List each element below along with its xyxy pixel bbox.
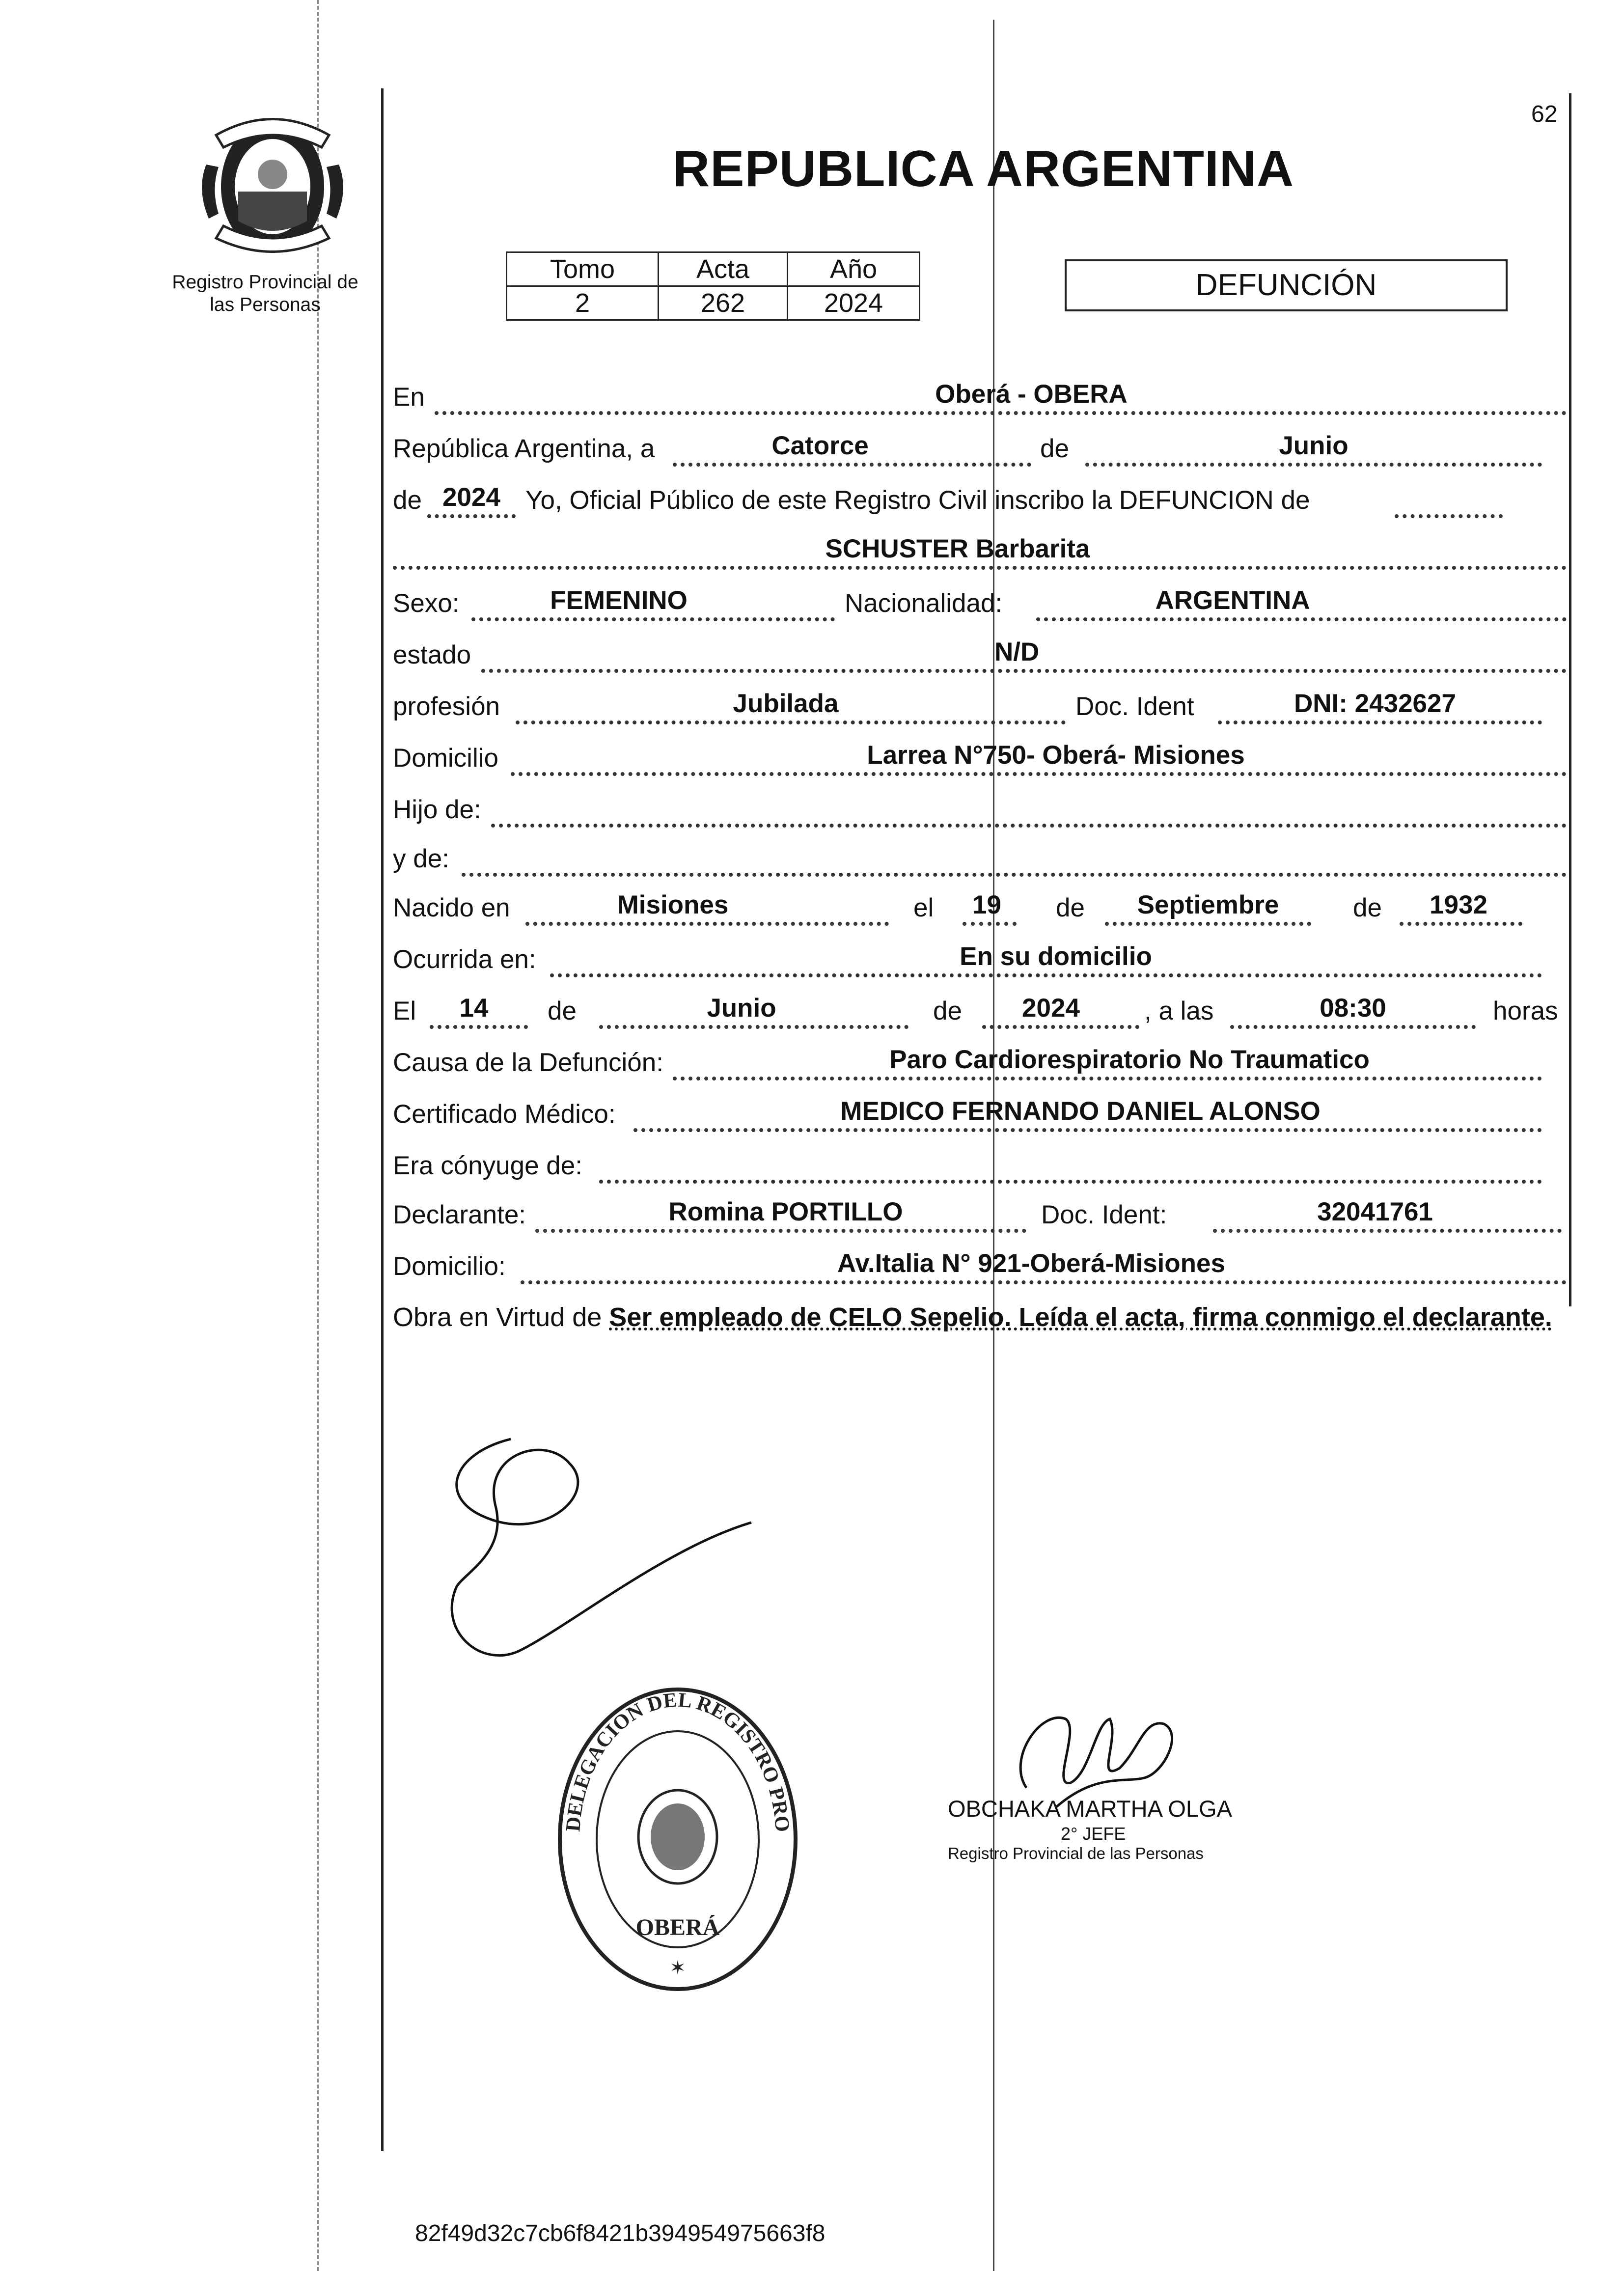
decl-doc-label: Doc. Ident: xyxy=(1041,1200,1167,1229)
row-conyuge xyxy=(393,1139,1567,1187)
ocurrida-label: Ocurrida en: xyxy=(393,945,536,974)
day-text-line xyxy=(673,463,1031,467)
year-line xyxy=(427,514,516,518)
binding-dashes xyxy=(317,0,319,2271)
conyuge-label: Era cónyuge de: xyxy=(393,1151,582,1180)
estado-value: N/D xyxy=(994,637,1040,666)
doc-ident-line xyxy=(1218,720,1542,724)
volume-value-tomo: 2 xyxy=(507,286,659,320)
decl-doc-value: 32041761 xyxy=(1317,1197,1433,1226)
death-el-label: El xyxy=(393,997,416,1025)
decl-domicilio-label: Domicilio: xyxy=(393,1252,506,1281)
registry-caption xyxy=(162,271,368,316)
birth-month-value: Septiembre xyxy=(1137,890,1279,919)
volume-header-acta: Acta xyxy=(659,252,788,286)
birth-month-line xyxy=(1105,922,1311,926)
death-de-label: de xyxy=(548,997,577,1025)
domicilio-value: Larrea N°750- Oberá- Misiones xyxy=(867,741,1245,770)
row-hijo-de xyxy=(393,783,1567,831)
birth-year-value: 1932 xyxy=(1430,890,1487,919)
registry-caption-line2: las Personas xyxy=(210,294,321,315)
decl-doc-line xyxy=(1213,1229,1562,1233)
row-birth xyxy=(393,882,1567,929)
row-deceased-name xyxy=(393,526,1567,573)
death-year-value: 2024 xyxy=(1022,994,1080,1023)
estado-label: estado xyxy=(393,640,471,669)
death-month-line xyxy=(599,1025,908,1029)
volume-value-anio: 2024 xyxy=(788,286,920,320)
month-line xyxy=(1085,463,1542,467)
record-type-box: DEFUNCIÓN xyxy=(1065,259,1508,311)
row-certificado xyxy=(393,1088,1567,1135)
el-label: el xyxy=(913,893,934,922)
year-value: 2024 xyxy=(442,483,500,512)
place-value: Oberá - OBERA xyxy=(935,380,1128,409)
y-de-line xyxy=(462,873,1567,877)
deceased-name-line xyxy=(393,566,1567,570)
right-margin-rule xyxy=(1569,93,1571,1306)
domicilio-line xyxy=(511,772,1567,776)
official-role: 2° JEFE xyxy=(1061,1824,1126,1844)
republica-label: República Argentina, a xyxy=(393,434,655,463)
stamp-ring-text: DELEGACION DEL REGISTRO PRO xyxy=(562,1689,794,1833)
doc-ident-value: DNI: 2432627 xyxy=(1294,689,1456,718)
stamp-city: OBERÁ xyxy=(635,1914,720,1940)
ocurrida-value: En su domicilio xyxy=(960,942,1152,971)
de-label: de xyxy=(1040,434,1069,463)
volume-table xyxy=(506,251,920,321)
en-label: En xyxy=(393,383,425,412)
decl-domicilio-value: Av.Italia N° 921-Oberá-Misiones xyxy=(837,1249,1225,1278)
registry-caption-line1: Registro Provincial de xyxy=(172,272,358,293)
row-ocurrida xyxy=(393,933,1567,980)
certificado-value: MEDICO FERNANDO DANIEL ALONSO xyxy=(840,1097,1321,1126)
deceased-name-value: SCHUSTER Barbarita xyxy=(825,534,1090,563)
declarante-label: Declarante: xyxy=(393,1200,526,1229)
death-time-line xyxy=(1230,1025,1476,1029)
document-title: REPUBLICA ARGENTINA xyxy=(673,140,1294,197)
death-year-line xyxy=(982,1025,1139,1029)
birth-de2-label: de xyxy=(1353,893,1382,922)
ocurrida-line xyxy=(550,973,1542,977)
profesion-line xyxy=(516,720,1066,724)
intro-text: Yo, Oficial Público de este Registro Civil inscribo la DEFUNCION de xyxy=(525,486,1310,515)
doc-ident-label: Doc. Ident xyxy=(1075,692,1194,721)
declarante-value: Romina PORTILLO xyxy=(668,1197,903,1226)
nacido-en-value: Misiones xyxy=(617,890,729,919)
birth-de-label: de xyxy=(1056,893,1085,922)
horas-label: horas xyxy=(1493,997,1558,1025)
hijo-de-line xyxy=(491,824,1567,828)
official-name: OBCHAKA MARTHA OLGA xyxy=(948,1796,1232,1822)
death-day-line xyxy=(430,1025,528,1029)
month-value: Junio xyxy=(1279,431,1349,460)
place-line xyxy=(435,411,1567,415)
y-de-label: y de: xyxy=(393,844,449,873)
sexo-label: Sexo: xyxy=(393,589,460,618)
a-las-label: , a las xyxy=(1144,997,1214,1025)
nacionalidad-value: ARGENTINA xyxy=(1155,586,1310,615)
nacionalidad-label: Nacionalidad: xyxy=(845,589,1003,618)
row-place xyxy=(393,371,1567,418)
intro-line xyxy=(1395,514,1503,518)
obra-text: Ser empleado de CELO Sepelio. Leída el acta, firma conmigo el declarante. xyxy=(609,1302,1552,1332)
official-registry: Registro Provincial de las Personas xyxy=(948,1844,1204,1862)
row-death-date xyxy=(393,985,1567,1032)
row-intro xyxy=(393,474,1567,521)
death-time-value: 08:30 xyxy=(1320,994,1386,1023)
hijo-de-label: Hijo de: xyxy=(393,795,481,824)
death-day-value: 14 xyxy=(459,994,489,1023)
causa-label: Causa de la Defunción: xyxy=(393,1048,663,1077)
row-causa xyxy=(393,1036,1567,1083)
domicilio-label: Domicilio xyxy=(393,744,498,773)
volume-header-tomo: Tomo xyxy=(507,252,659,286)
sexo-line xyxy=(471,617,835,621)
estado-line xyxy=(481,669,1567,673)
delegation-stamp xyxy=(550,1680,805,2001)
death-de2-label: de xyxy=(933,997,962,1025)
stamp-star-icon: ✶ xyxy=(669,1957,686,1979)
row-domicilio xyxy=(393,732,1567,779)
row-sex-nationality xyxy=(393,577,1567,624)
birth-day-line xyxy=(963,922,1017,926)
row-profession xyxy=(393,680,1567,727)
row-date xyxy=(393,422,1567,470)
nacido-en-line xyxy=(525,922,889,926)
volume-header-anio: Año xyxy=(788,252,920,286)
de2-label: de xyxy=(393,486,422,515)
conyuge-line xyxy=(599,1180,1542,1184)
day-text-value: Catorce xyxy=(771,431,869,460)
misiones-coat-of-arms-icon xyxy=(196,106,349,263)
nacido-en-label: Nacido en xyxy=(393,893,510,922)
page-number: 62 xyxy=(1531,101,1558,127)
birth-day-value: 19 xyxy=(972,890,1001,919)
causa-line xyxy=(673,1077,1542,1080)
row-declarante xyxy=(393,1189,1567,1236)
certificado-line xyxy=(633,1128,1542,1132)
death-month-value: Junio xyxy=(707,994,776,1023)
profesion-label: profesión xyxy=(393,692,500,721)
declarant-signature xyxy=(422,1424,776,1682)
declarante-line xyxy=(535,1229,1026,1233)
sexo-value: FEMENINO xyxy=(550,586,688,615)
certificado-label: Certificado Médico: xyxy=(393,1100,616,1129)
obra-label: Obra en Virtud de xyxy=(393,1302,602,1332)
causa-value: Paro Cardiorespiratorio No Traumatico xyxy=(889,1045,1370,1074)
row-estado xyxy=(393,629,1567,676)
volume-value-acta: 262 xyxy=(659,286,788,320)
obra-paragraph xyxy=(393,1298,1569,1337)
left-margin-rule xyxy=(381,88,384,2151)
birth-year-line xyxy=(1400,922,1522,926)
row-y-de xyxy=(393,832,1567,880)
document-hash: 82f49d32c7cb6f8421b394954975663f8 xyxy=(415,2220,826,2246)
nacionalidad-line xyxy=(1036,617,1567,621)
profesion-value: Jubilada xyxy=(733,689,839,718)
decl-domicilio-line xyxy=(521,1280,1567,1284)
row-decl-domicilio xyxy=(393,1240,1567,1287)
